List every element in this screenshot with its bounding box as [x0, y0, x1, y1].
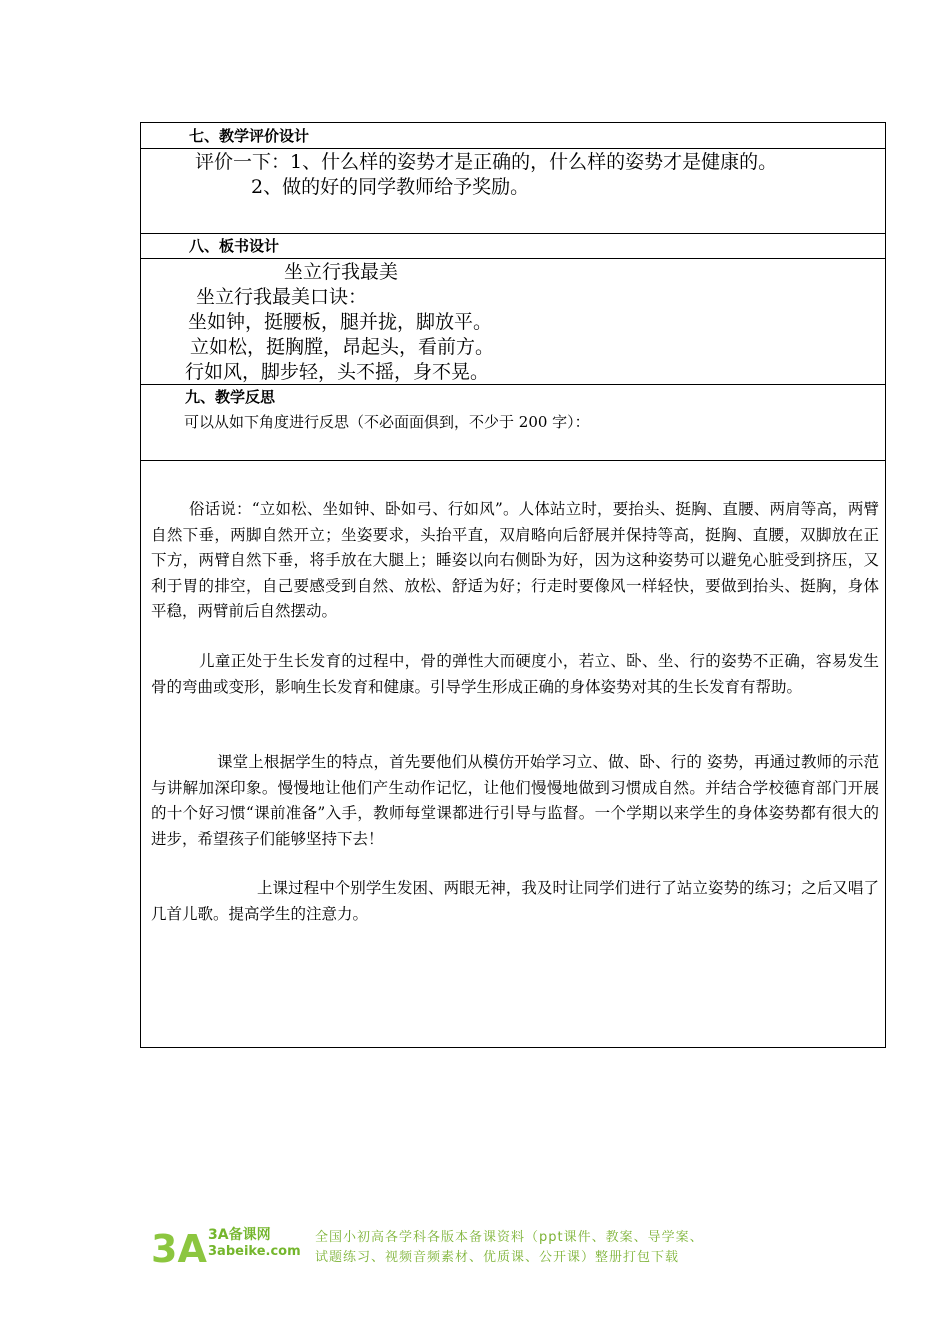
reflection-paragraph-3: 课堂上根据学生的特点，首先要他们从模仿开始学习立、做、卧、行的 姿势，再通过教师的示范与讲解加深印象。慢慢地让他们产生动作记忆，让他们慢慢地做到习惯成自然。并结合学校德育部门开展的十个好习惯“课前准备”入手，教师每堂课都进行引导与监督。一个学期以来学生的身体姿势都有很大的进步，希望孩子们能够坚持下去！ — [151, 753, 879, 848]
row-divider — [141, 233, 885, 234]
3abeike-logo — [150, 1222, 210, 1268]
evaluation-line-2: 2、做的好的同学教师给予奖励。 — [251, 176, 530, 198]
row-divider — [141, 384, 885, 385]
lesson-plan-table — [140, 122, 886, 1048]
reflection-prompt: 可以从如下角度进行反思（不必面面俱到，不少于 200 字）： — [184, 413, 590, 431]
board-line-1: 坐如钟，挺腰板，腿并拢，脚放平。 — [188, 311, 493, 333]
row-divider — [141, 258, 885, 259]
board-line-3: 行如风，脚步轻，头不摇，身不晃。 — [185, 361, 490, 383]
footer-slogan-line-1: 全国小初高各学科各版本备课资料（ppt课件、教案、导学案、 — [315, 1230, 704, 1245]
section-9-heading: 九、教学反思 — [185, 388, 276, 406]
reflection-paragraph-2: 儿童正处于生长发育的过程中，骨的弹性大而硬度小，若立、卧、坐、行的姿势不正确，容易发生骨的弯曲或变形，影响生长发育和健康。引导学生形成正确的身体姿势对其的生长发育有帮助。 — [151, 652, 879, 696]
reflection-paragraph-4: 上课过程中个别学生发困、两眼无神，我及时让同学们进行了站立姿势的练习；之后又唱了几首儿歌。提高学生的注意力。 — [151, 879, 879, 923]
footer-slogan-line-2: 试题练习、视频音频素材、优质课、公开课）整册打包下载 — [315, 1250, 680, 1265]
reflection-paragraph-1: 俗话说：“立如松、坐如钟、卧如弓、行如风”。人体站立时，要抬头、挺胸、直腰、两肩等高，两臂自然下垂，两脚自然开立；坐姿要求，头抬平直，双肩略向后舒展并保持等高，挺胸、直腰，双脚放在正下方，两臂自然下垂，将手放在大腿上；睡姿以向右侧卧为好，因为这种姿势可以避免心脏受到挤压，又利于胃的排空，自己要感受到自然、放松、舒适为好；行走时要像风一样轻快，要做到抬头、挺胸，身体平稳，两臂前后自然摆动。 — [151, 500, 879, 620]
row-divider — [141, 148, 885, 149]
evaluation-line-1: 评价一下：1、什么样的姿势才是正确的，什么样的姿势才是健康的。 — [195, 151, 778, 173]
section-8-heading: 八、板书设计 — [189, 237, 280, 255]
brand-name: 3A备课网 — [208, 1227, 271, 1243]
logo-mark: 3A — [151, 1227, 207, 1268]
footer-banner — [150, 1222, 800, 1268]
row-divider — [141, 460, 885, 461]
section-7-heading: 七、教学评价设计 — [189, 127, 310, 145]
board-subtitle: 坐立行我最美口诀： — [196, 286, 368, 308]
board-title: 坐立行我最美 — [284, 261, 399, 283]
brand-domain: 3abeike.com — [208, 1244, 301, 1259]
board-line-2: 立如松，挺胸膛，昂起头，看前方。 — [190, 336, 495, 358]
